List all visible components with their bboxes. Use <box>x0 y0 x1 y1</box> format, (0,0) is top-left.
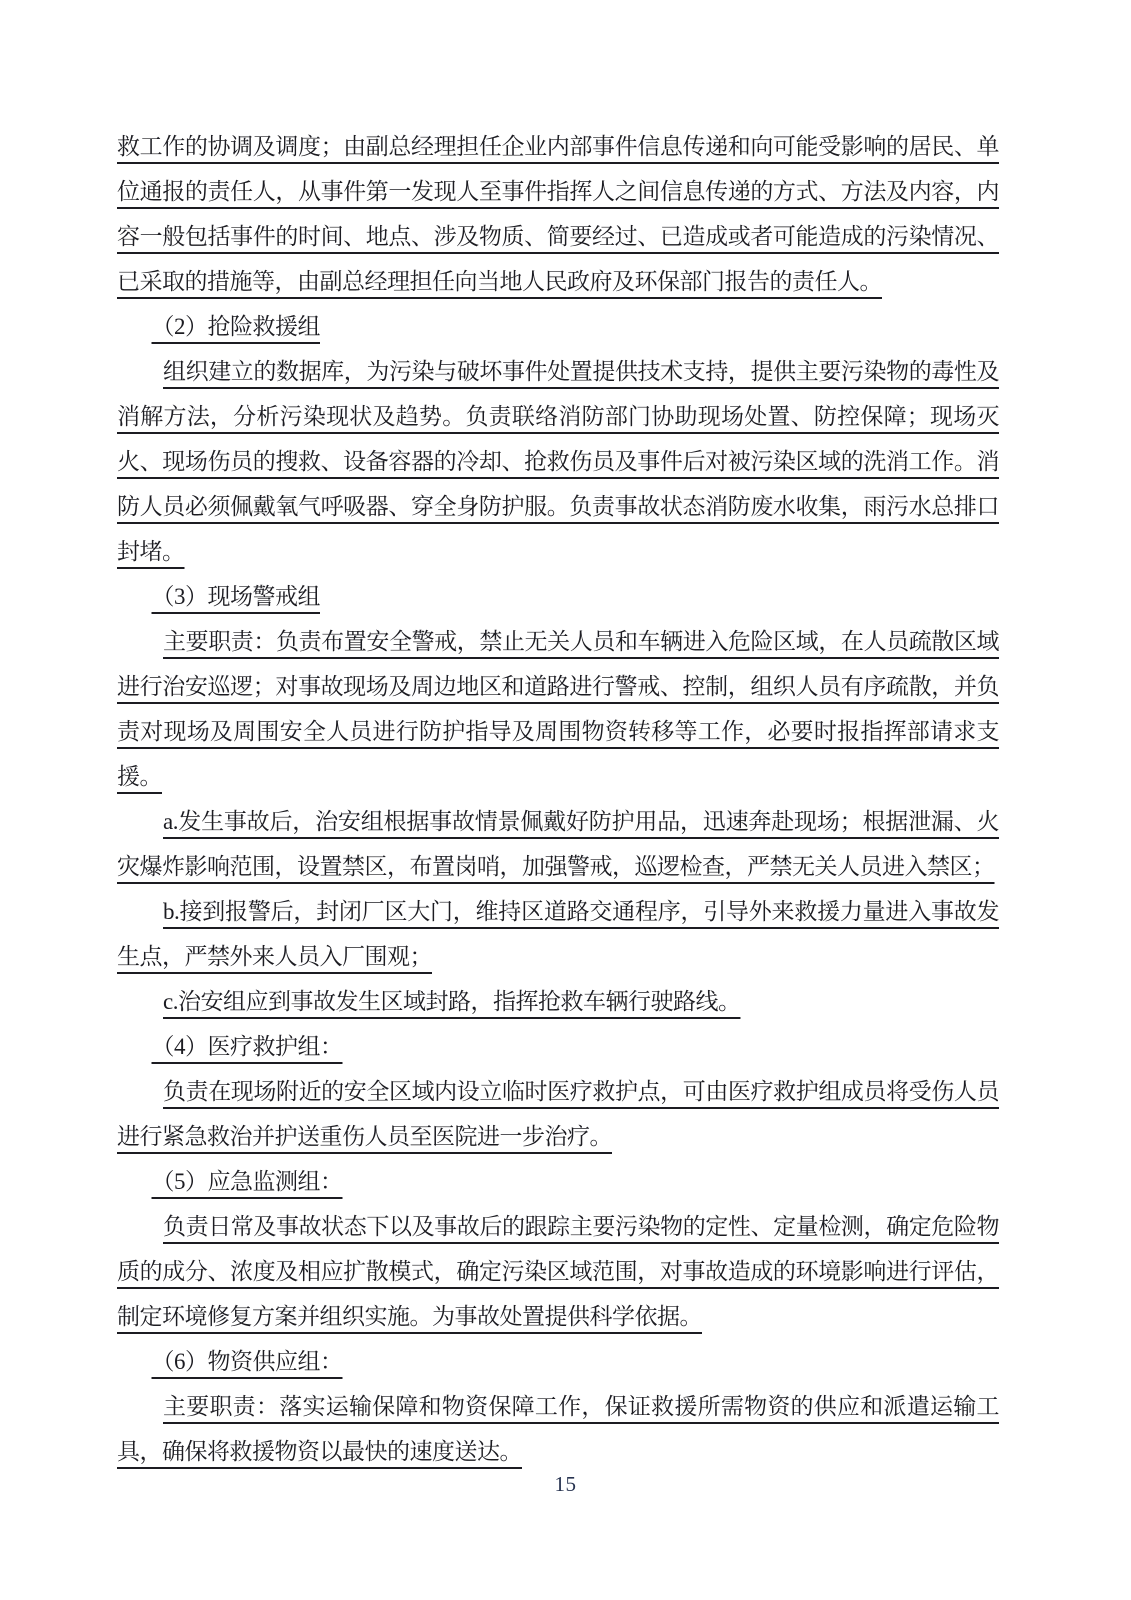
paragraph: 组织建立的数据库，为污染与破坏事件处置提供技术支持，提供主要污染物的毒性及消解方法，分析污染现状及趋势。负责联络消防部门协助现场处置、防控保障；现场灭火、现场伤员的搜救、设备容器的冷却、抢救伤员及事件后对被污染区域的洗消工作。消防人员必须佩戴氧气呼吸器、穿全身防护服。负责事故状态消防废水收集，雨污水总排口封堵。 <box>117 359 999 564</box>
section-heading: （3）现场警戒组 <box>151 584 320 609</box>
paragraph: b.接到报警后，封闭厂区大门，维持区道路交通程序，引导外来救援力量进入事故发生点，严禁外来人员入厂围观； <box>117 899 999 969</box>
paragraph: 负责日常及事故状态下以及事故后的跟踪主要污染物的定性、定量检测，确定危险物质的成分、浓度及相应扩散模式，确定污染区域范围，对事故造成的环境影响进行评估，制定环境修复方案并组织实施。为事故处置提供科学依据。 <box>117 1214 999 1329</box>
paragraph: 主要职责：负责布置安全警戒，禁止无关人员和车辆进入危险区域，在人员疏散区域进行治安巡逻；对事故现场及周边地区和道路进行警戒、控制，组织人员有序疏散，并负责对现场及周围安全人员进行防护指导及周围物资转移等工作，必要时报指挥部请求支援。 <box>117 629 999 789</box>
paragraph: 负责在现场附近的安全区域内设立临时医疗救护点，可由医疗救护组成员将受伤人员进行紧急救治并护送重伤人员至医院进一步治疗。 <box>117 1079 999 1149</box>
document-body <box>117 124 999 1474</box>
section-heading: （5）应急监测组： <box>151 1169 343 1194</box>
paragraph: 救工作的协调及调度；由副总经理担任企业内部事件信息传递和向可能受影响的居民、单位通报的责任人，从事件第一发现人至事件指挥人之间信息传递的方式、方法及内容，内容一般包括事件的时间、地点、涉及物质、简要经过、已造成或者可能造成的污染情况、已采取的措施等，由副总经理担任向当地人民政府及环保部门报告的责任人。 <box>117 134 999 294</box>
section-heading: （2）抢险救援组 <box>151 314 320 339</box>
page-number: 15 <box>554 1472 577 1496</box>
paragraph: c.治安组应到事故发生区域封路，指挥抢救车辆行驶路线。 <box>163 989 741 1014</box>
paragraph: a.发生事故后，治安组根据事故情景佩戴好防护用品，迅速奔赴现场；根据泄漏、火灾爆炸影响范围，设置禁区，布置岗哨，加强警戒，巡逻检查，严禁无关人员进入禁区； <box>117 809 999 879</box>
section-heading: （4）医疗救护组： <box>151 1034 343 1059</box>
paragraph: 主要职责：落实运输保障和物资保障工作，保证救援所需物资的供应和派遣运输工具，确保将救援物资以最快的速度送达。 <box>117 1394 999 1464</box>
section-heading: （6）物资供应组： <box>151 1349 343 1374</box>
